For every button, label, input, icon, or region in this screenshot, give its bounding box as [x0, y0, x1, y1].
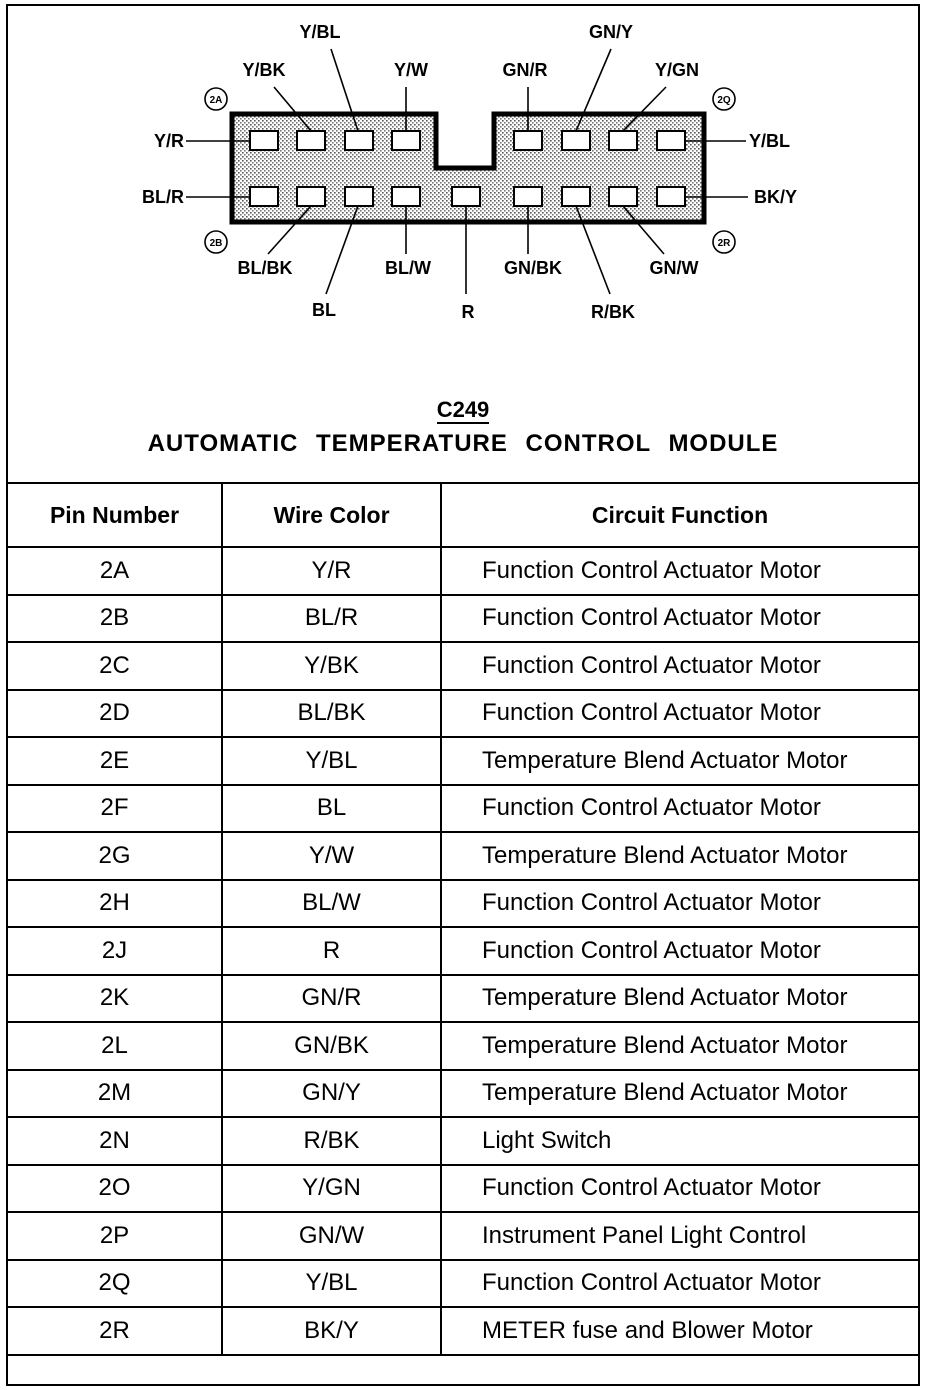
circuit-function-cell: Light Switch [441, 1117, 919, 1165]
circuit-function-cell: Temperature Blend Actuator Motor [441, 737, 919, 785]
table-row [7, 1165, 919, 1213]
wire-label: Y/BL [749, 131, 791, 151]
wire-color-cell: BL/W [222, 880, 441, 928]
wire-label: BL/R [142, 187, 184, 207]
table-header-row [7, 483, 919, 547]
wire-label: BL/W [385, 258, 431, 278]
table-row [7, 595, 919, 643]
corner-label-2q: 2Q [717, 95, 731, 106]
circuit-function-cell: METER fuse and Blower Motor [441, 1307, 919, 1355]
terminals-bottom-row [250, 187, 685, 206]
table-row [7, 547, 919, 595]
wire-label: Y/R [153, 131, 184, 151]
wire-color-cell: GN/BK [222, 1022, 441, 1070]
wire-color-cell: BL/BK [222, 690, 441, 738]
circuit-function-cell: Temperature Blend Actuator Motor [441, 1070, 919, 1118]
wire-label: Y/W [394, 60, 428, 80]
table-row [7, 690, 919, 738]
wire-color-cell: BL [222, 785, 441, 833]
circuit-function-cell: Function Control Actuator Motor [441, 547, 919, 595]
wire-color-cell: Y/BL [222, 1260, 441, 1308]
table-row [7, 880, 919, 928]
module-name: AUTOMATIC TEMPERATURE CONTROL MODULE [147, 430, 779, 457]
table-row [7, 1260, 919, 1308]
pin-number-cell: 2P [7, 1212, 222, 1260]
table-row [7, 737, 919, 785]
wire-color-cell: GN/W [222, 1212, 441, 1260]
pin-number-cell: 2K [7, 975, 222, 1023]
wire-label: Y/BK [242, 60, 286, 80]
corner-label-2b: 2B [209, 238, 223, 249]
pin-number-cell: 2L [7, 1022, 222, 1070]
circuit-function-cell: Function Control Actuator Motor [441, 642, 919, 690]
pin-number-cell: 2N [7, 1117, 222, 1165]
wire-color-cell: GN/Y [222, 1070, 441, 1118]
circuit-function-cell: Temperature Blend Actuator Motor [441, 1022, 919, 1070]
circuit-function-cell: Function Control Actuator Motor [441, 880, 919, 928]
header-wire-color: Wire Color [222, 483, 441, 547]
circuit-function-cell: Function Control Actuator Motor [441, 1260, 919, 1308]
circuit-function-cell: Function Control Actuator Motor [441, 785, 919, 833]
wire-color-cell: BK/Y [222, 1307, 441, 1355]
wire-label: GN/R [502, 60, 548, 80]
wire-color-cell: Y/R [222, 547, 441, 595]
wire-color-cell: R [222, 927, 441, 975]
wire-color-cell: Y/BL [222, 737, 441, 785]
connector-id: C249 [436, 397, 490, 422]
table-row [7, 1117, 919, 1165]
corner-label-2r: 2R [717, 238, 731, 249]
wire-label: Y/BL [299, 22, 341, 42]
wire-color-cell: Y/W [222, 832, 441, 880]
wire-color-cell: Y/BK [222, 642, 441, 690]
pin-number-cell: 2B [7, 595, 222, 643]
table-row [7, 1212, 919, 1260]
circuit-function-cell: Function Control Actuator Motor [441, 595, 919, 643]
table-row [7, 1307, 919, 1355]
wire-color-cell: Y/GN [222, 1165, 441, 1213]
header-pin-number: Pin Number [7, 483, 222, 547]
pin-number-cell: 2Q [7, 1260, 222, 1308]
terminals-top-row [250, 131, 685, 150]
pin-number-cell: 2A [7, 547, 222, 595]
header-circuit-function: Circuit Function [441, 483, 919, 547]
wire-color-cell: GN/R [222, 975, 441, 1023]
circuit-function-cell: Temperature Blend Actuator Motor [441, 975, 919, 1023]
wire-label: BL [312, 300, 336, 320]
pin-number-cell: 2D [7, 690, 222, 738]
wire-label: R [461, 302, 475, 322]
pin-number-cell: 2H [7, 880, 222, 928]
circuit-function-cell: Instrument Panel Light Control [441, 1212, 919, 1260]
wire-label: Y/GN [654, 60, 700, 80]
pin-number-cell: 2G [7, 832, 222, 880]
table-row [7, 975, 919, 1023]
wire-color-cell: R/BK [222, 1117, 441, 1165]
table-row [7, 642, 919, 690]
connector-svg [6, 4, 920, 404]
wire-label: R/BK [591, 302, 635, 322]
wire-label: GN/BK [504, 258, 562, 278]
circuit-function-cell: Temperature Blend Actuator Motor [441, 832, 919, 880]
connector-title-block [6, 398, 920, 458]
wire-color-cell: BL/R [222, 595, 441, 643]
pin-number-cell: 2M [7, 1070, 222, 1118]
wire-label: GN/W [649, 258, 699, 278]
pin-number-cell: 2O [7, 1165, 222, 1213]
wire-label: BL/BK [237, 258, 293, 278]
pin-number-cell: 2F [7, 785, 222, 833]
circuit-function-cell: Function Control Actuator Motor [441, 927, 919, 975]
circuit-function-cell: Function Control Actuator Motor [441, 690, 919, 738]
table-row [7, 927, 919, 975]
pin-number-cell: 2E [7, 737, 222, 785]
pin-table [6, 482, 920, 1356]
pin-number-cell: 2C [7, 642, 222, 690]
wire-label: BK/Y [754, 187, 798, 207]
pin-number-cell: 2R [7, 1307, 222, 1355]
circuit-function-cell: Function Control Actuator Motor [441, 1165, 919, 1213]
table-row [7, 785, 919, 833]
table-row [7, 832, 919, 880]
pin-number-cell: 2J [7, 927, 222, 975]
table-row [7, 1070, 919, 1118]
corner-label-2a: 2A [209, 95, 223, 106]
table-row [7, 1022, 919, 1070]
wire-label: GN/Y [588, 22, 634, 42]
